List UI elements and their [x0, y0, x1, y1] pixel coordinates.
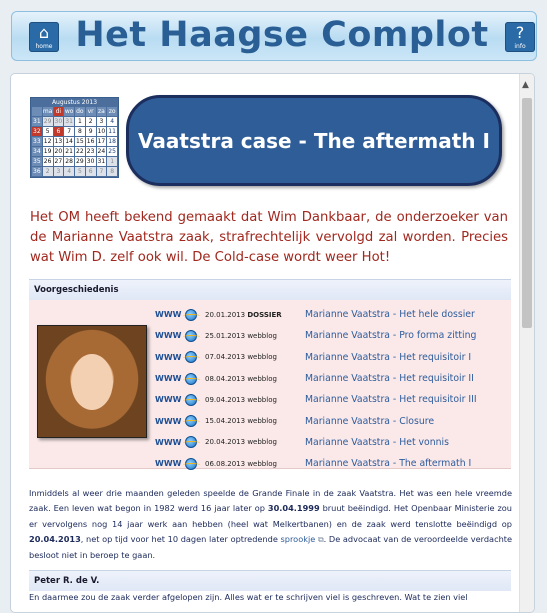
www-label: WWW — [155, 310, 182, 320]
history-date — [205, 332, 305, 340]
site-title: Het Haagse Complot — [75, 15, 489, 55]
calendar-weekday-header: do — [76, 108, 84, 115]
history-date — [205, 417, 305, 425]
calendar-day[interactable]: 4 — [64, 167, 74, 176]
calendar-day[interactable]: 2 — [86, 117, 96, 126]
peter-section — [29, 570, 511, 591]
calendar-day[interactable]: 6 — [54, 127, 64, 136]
internet-explorer-icon[interactable] — [185, 309, 197, 321]
internet-explorer-icon[interactable] — [185, 330, 197, 342]
history-link[interactable]: Marianne Vaatstra - The aftermath I — [305, 458, 472, 470]
internet-explorer-icon[interactable] — [185, 373, 197, 385]
calendar-week-number: 34 — [33, 148, 41, 155]
www-label: WWW — [155, 459, 182, 469]
calendar-day[interactable]: 29 — [43, 118, 52, 125]
home-icon: ⌂ — [38, 23, 50, 42]
site-header — [11, 11, 537, 61]
www-label: WWW — [155, 374, 182, 384]
history-date-value: 20.01.2013 — [205, 310, 246, 319]
calendar-day[interactable]: 5 — [75, 167, 85, 176]
calendar-widget — [30, 97, 119, 178]
scroll-thumb[interactable] — [522, 98, 532, 328]
internet-explorer-icon[interactable] — [185, 394, 197, 406]
calendar-week-number: 33 — [33, 138, 41, 145]
calendar-day[interactable]: 3 — [54, 167, 64, 176]
content-panel — [10, 73, 535, 613]
calendar-day[interactable]: 29 — [76, 158, 84, 165]
history-body — [29, 300, 511, 469]
voorgeschiedenis-section — [29, 279, 511, 469]
calendar-day[interactable]: 30 — [54, 118, 63, 125]
history-date — [205, 396, 305, 404]
calendar-weekday-header: za — [97, 108, 105, 115]
history-link[interactable]: Marianne Vaatstra - Het requisitoir II — [305, 373, 474, 385]
section-heading: Peter R. de V. — [29, 571, 511, 591]
info-label: info — [514, 43, 526, 50]
history-row — [155, 410, 509, 431]
calendar-weekday-header: zo — [108, 108, 116, 115]
history-date-value: 20.04.2013 — [205, 438, 246, 447]
calendar-day[interactable]: 5 — [43, 127, 53, 136]
history-type: webblog — [247, 459, 277, 468]
para-text: , net op tijd voor het 10 dagen later optredende — [80, 534, 281, 545]
history-date — [205, 311, 305, 319]
section2-text: En daarmee zou de zaak verder afgelopen zijn. Alles wat er te schrijven viel is geschreven. Wat te zien viel — [29, 592, 468, 602]
calendar-day[interactable]: 11 — [108, 128, 116, 135]
calendar-day[interactable]: 8 — [107, 167, 117, 176]
history-type: webblog — [247, 374, 277, 383]
home-button[interactable] — [29, 22, 59, 52]
history-row — [155, 389, 509, 410]
body-paragraph — [29, 486, 512, 563]
calendar-day[interactable]: 17 — [97, 138, 106, 145]
history-row — [155, 347, 509, 368]
calendar-day[interactable]: 31 — [65, 118, 73, 125]
calendar-day[interactable]: 20 — [54, 148, 63, 155]
scroll-up-icon[interactable]: ▲ — [522, 80, 529, 90]
calendar-grid — [31, 107, 118, 177]
calendar-day[interactable]: 28 — [65, 158, 73, 165]
calendar-week-number: 31 — [33, 118, 41, 125]
portrait-photo — [37, 325, 147, 438]
calendar-day[interactable]: 7 — [64, 127, 74, 136]
history-row — [155, 368, 509, 389]
www-label: WWW — [155, 416, 182, 426]
intro-text: Het OM heeft bekend gemaakt dat Wim Dankbaar, de onderzoeker van de Marianne Vaatstra zaak, strafrechtelijk vervolgd zal worden. Precies wat Wim D. zelf ook wil. De Cold-case wordt weer Hot! — [30, 210, 508, 265]
calendar-day[interactable]: 4 — [107, 117, 117, 126]
calendar-day[interactable]: 1 — [75, 117, 85, 126]
calendar-day[interactable]: 14 — [65, 138, 73, 145]
calendar-day[interactable]: 2 — [43, 167, 53, 176]
calendar-day[interactable]: 10 — [97, 128, 106, 135]
para-date: 20.04.2013 — [29, 534, 81, 545]
external-link-icon: ⧉ — [317, 535, 324, 545]
article-title-banner: Vaatstra case - The aftermath I — [126, 95, 502, 186]
calendar-day[interactable]: 22 — [76, 148, 84, 155]
calendar-day[interactable]: 26 — [43, 158, 52, 165]
history-date — [205, 460, 305, 468]
www-label: WWW — [155, 395, 182, 405]
history-link[interactable]: Marianne Vaatstra - Closure — [305, 415, 435, 427]
calendar-day[interactable]: 27 — [54, 158, 63, 165]
www-label: WWW — [155, 331, 182, 341]
history-type: webblog — [247, 331, 277, 340]
calendar-day[interactable]: 23 — [86, 148, 95, 155]
calendar-weekday-header: wo — [64, 108, 74, 115]
calendar-day[interactable]: 7 — [97, 167, 107, 176]
para-text: bruut beëindigd. Het Openbaar Ministerie zou er vervolgens nog 14 jaar werk aan hebben (heel wat Melkertbanen) en de zaak werd tenslotte beëindigd op — [29, 503, 512, 529]
internet-explorer-icon[interactable] — [185, 415, 197, 427]
history-type: webblog — [247, 395, 277, 404]
calendar-day[interactable]: 25 — [108, 148, 116, 155]
calendar-weekday-header: ma — [42, 108, 53, 115]
history-link[interactable]: Marianne Vaatstra - Het vonnis — [305, 436, 449, 448]
calendar-week-number: 35 — [33, 158, 41, 165]
calendar-day[interactable]: 9 — [86, 127, 96, 136]
history-type: DOSSIER — [247, 310, 282, 319]
calendar-day[interactable]: 6 — [86, 167, 96, 176]
section-heading: Voorgeschiedenis — [29, 280, 511, 300]
calendar-day[interactable]: 12 — [43, 138, 52, 145]
history-row — [155, 432, 509, 453]
calendar-day[interactable]: 18 — [108, 138, 116, 145]
question-icon: ? — [515, 23, 525, 42]
vertical-scrollbar[interactable] — [519, 74, 534, 613]
home-label: home — [35, 43, 53, 50]
internet-explorer-icon[interactable] — [185, 458, 197, 470]
para-text: . De advocaat van de veroordeelde verdachte besloot niet in beroep te gaan. — [29, 534, 513, 560]
calendar-weekday-header: vr — [87, 108, 94, 115]
history-type: webblog — [247, 417, 277, 426]
calendar-week-number: 36 — [33, 168, 41, 175]
history-link[interactable]: Marianne Vaatstra - Pro forma zitting — [305, 330, 477, 342]
calendar-day[interactable]: 15 — [76, 138, 84, 145]
history-list — [155, 304, 509, 474]
sprookje-link[interactable]: sprookje — [280, 534, 316, 545]
history-link[interactable]: Marianne Vaatstra - Het requisitoir III — [305, 394, 477, 406]
history-date — [205, 438, 305, 446]
calendar-day[interactable]: 30 — [86, 158, 95, 165]
www-label: WWW — [155, 437, 182, 447]
internet-explorer-icon[interactable] — [185, 351, 197, 363]
history-row — [155, 325, 509, 346]
calendar-day[interactable]: 24 — [97, 148, 106, 155]
history-date-value: 07.04.2013 — [205, 353, 246, 362]
calendar-day[interactable]: 3 — [97, 117, 107, 126]
history-date-value: 06.08.2013 — [205, 459, 246, 468]
calendar-day[interactable]: 31 — [97, 158, 106, 165]
info-button[interactable] — [505, 22, 535, 52]
calendar-title: Augustus 2013 — [51, 99, 98, 106]
calendar-day[interactable]: 19 — [43, 148, 52, 155]
history-date-value: 08.04.2013 — [205, 374, 246, 383]
history-row — [155, 304, 509, 325]
para-date: 30.04.1999 — [267, 503, 320, 514]
calendar-weekday-header: di — [54, 107, 64, 116]
calendar-week-number: 32 — [33, 128, 41, 135]
calendar-weekday-header — [32, 107, 42, 116]
history-date — [205, 375, 305, 383]
calendar-day[interactable]: 13 — [54, 138, 63, 145]
history-date-value: 09.04.2013 — [205, 395, 246, 404]
internet-explorer-icon[interactable] — [185, 436, 197, 448]
para-text: Inmiddels al weer drie maanden geleden speelde de Grande Finale in de zaak Vaatstra. Het was een hele vreemde zaak. Een leven wat begon in 1982 werd 16 jaar later op — [29, 488, 512, 514]
history-date — [205, 353, 305, 361]
history-link[interactable]: Marianne Vaatstra - Het hele dossier — [305, 309, 475, 321]
calendar-day[interactable]: 1 — [107, 157, 117, 166]
calendar-day[interactable]: 8 — [75, 127, 85, 136]
history-date-value: 15.04.2013 — [205, 417, 246, 426]
history-date-value: 25.01.2013 — [205, 331, 246, 340]
calendar-day[interactable]: 21 — [65, 148, 73, 155]
history-row — [155, 453, 509, 474]
calendar-day[interactable]: 16 — [86, 138, 95, 145]
history-type: webblog — [247, 438, 277, 447]
history-type: webblog — [247, 353, 277, 362]
www-label: WWW — [155, 352, 182, 362]
history-link[interactable]: Marianne Vaatstra - Het requisitoir I — [305, 351, 472, 363]
